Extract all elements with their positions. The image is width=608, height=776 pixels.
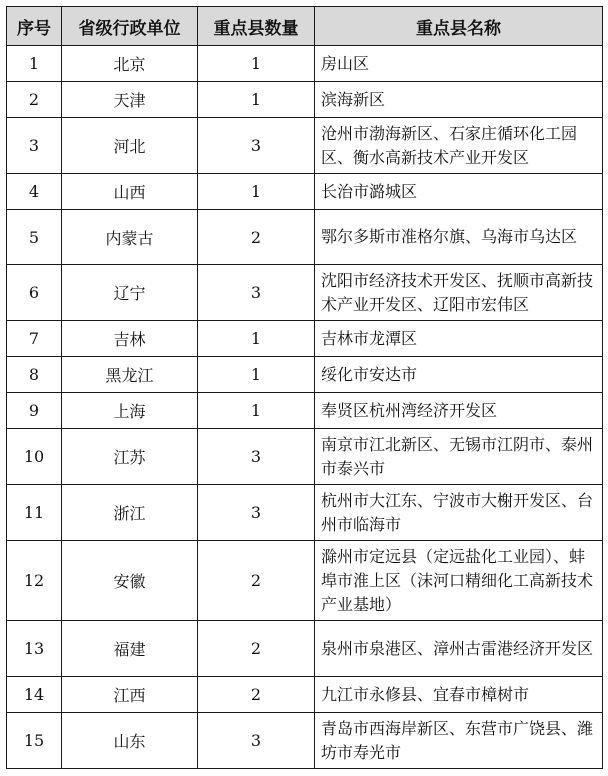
cell-names: 青岛市西海岸新区、东营市广饶县、潍坊市寿光市: [315, 713, 603, 769]
cell-names: 滨海新区: [315, 82, 603, 118]
table-row: [7, 82, 603, 118]
cell-province: 上海: [62, 393, 198, 429]
cell-no: 11: [7, 485, 62, 541]
header-province: 省级行政单位: [62, 7, 198, 46]
cell-province: 山西: [62, 174, 198, 210]
cell-names: 杭州市大江东、宁波市大榭开发区、台州市临海市: [315, 485, 603, 541]
cell-province: 江苏: [62, 429, 198, 485]
cell-names: 奉贤区杭州湾经济开发区: [315, 393, 603, 429]
cell-names: 沈阳市经济技术开发区、抚顺市高新技术产业开发区、辽阳市宏伟区: [315, 265, 603, 321]
cell-count: 3: [198, 118, 315, 174]
cell-names: 鄂尔多斯市准格尔旗、乌海市乌达区: [315, 210, 603, 265]
cell-no: 6: [7, 265, 62, 321]
table-row: [7, 174, 603, 210]
cell-names: 滁州市定远县（定远盐化工业园）、蚌埠市淮上区（沫河口精细化工高新技术产业基地）: [315, 541, 603, 621]
cell-count: 2: [198, 621, 315, 677]
cell-count: 3: [198, 485, 315, 541]
cell-no: 9: [7, 393, 62, 429]
cell-count: 3: [198, 265, 315, 321]
cell-no: 3: [7, 118, 62, 174]
cell-province: 黑龙江: [62, 357, 198, 393]
cell-names: 九江市永修县、宜春市樟树市: [315, 677, 603, 713]
cell-province: 江西: [62, 677, 198, 713]
table-row: [7, 265, 603, 321]
cell-province: 内蒙古: [62, 210, 198, 265]
cell-province: 吉林: [62, 321, 198, 357]
cell-names: 吉林市龙潭区: [315, 321, 603, 357]
header-row: [7, 7, 603, 46]
cell-no: 12: [7, 541, 62, 621]
cell-count: 1: [198, 393, 315, 429]
key-counties-table: [6, 6, 603, 769]
cell-province: 安徽: [62, 541, 198, 621]
table-row: [7, 621, 603, 677]
cell-names: 沧州市渤海新区、石家庄循环化工园区、衡水高新技术产业开发区: [315, 118, 603, 174]
cell-count: 1: [198, 357, 315, 393]
table-row: [7, 485, 603, 541]
table-row: [7, 321, 603, 357]
cell-names: 绥化市安达市: [315, 357, 603, 393]
table-row: [7, 357, 603, 393]
cell-no: 5: [7, 210, 62, 265]
cell-no: 8: [7, 357, 62, 393]
cell-no: 14: [7, 677, 62, 713]
cell-no: 2: [7, 82, 62, 118]
cell-province: 北京: [62, 46, 198, 82]
cell-province: 山东: [62, 713, 198, 769]
cell-names: 长治市潞城区: [315, 174, 603, 210]
table-row: [7, 393, 603, 429]
cell-no: 10: [7, 429, 62, 485]
cell-count: 1: [198, 321, 315, 357]
table-row: [7, 46, 603, 82]
cell-no: 15: [7, 713, 62, 769]
cell-names: 泉州市泉港区、漳州古雷港经济开发区: [315, 621, 603, 677]
cell-no: 1: [7, 46, 62, 82]
header-no: 序号: [7, 7, 62, 46]
cell-count: 2: [198, 210, 315, 265]
cell-count: 3: [198, 429, 315, 485]
cell-names: 南京市江北新区、无锡市江阴市、泰州市泰兴市: [315, 429, 603, 485]
cell-no: 13: [7, 621, 62, 677]
table-row: [7, 541, 603, 621]
cell-province: 浙江: [62, 485, 198, 541]
cell-no: 4: [7, 174, 62, 210]
cell-names: 房山区: [315, 46, 603, 82]
table-row: [7, 429, 603, 485]
table-row: [7, 677, 603, 713]
cell-province: 辽宁: [62, 265, 198, 321]
table-row: [7, 210, 603, 265]
cell-count: 2: [198, 677, 315, 713]
cell-province: 福建: [62, 621, 198, 677]
cell-province: 天津: [62, 82, 198, 118]
cell-count: 1: [198, 82, 315, 118]
table-row: [7, 713, 603, 769]
cell-count: 2: [198, 541, 315, 621]
cell-no: 7: [7, 321, 62, 357]
cell-province: 河北: [62, 118, 198, 174]
cell-count: 1: [198, 46, 315, 82]
cell-count: 3: [198, 713, 315, 769]
header-names: 重点县名称: [315, 7, 603, 46]
table-row: [7, 118, 603, 174]
header-count: 重点县数量: [198, 7, 315, 46]
cell-count: 1: [198, 174, 315, 210]
